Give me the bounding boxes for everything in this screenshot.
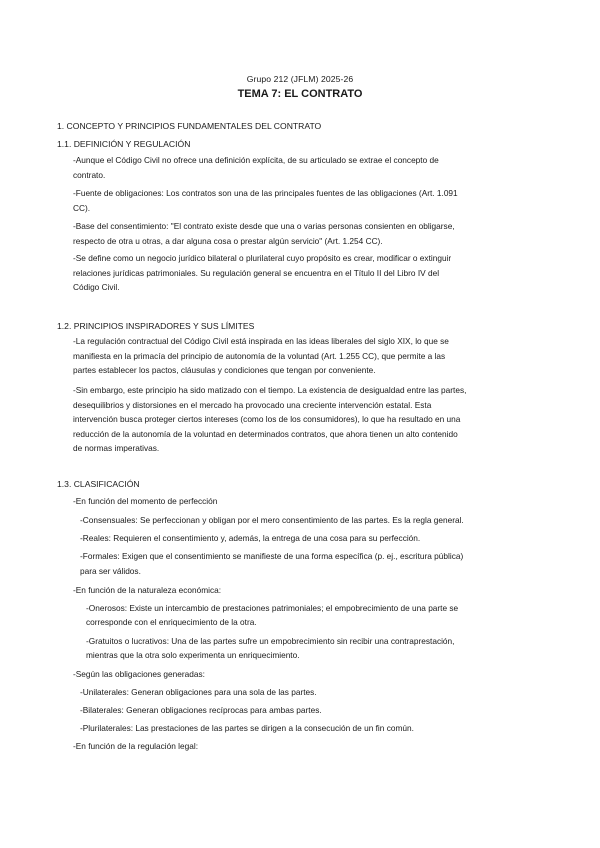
text-line: relaciones jurídicas patrimoniales. Su regulación general se encuentra en el Título II del Libro IV del: [73, 267, 440, 278]
text-line: manifiesta en la primacía del principio de autonomía de la voluntad (Art. 1.255 CC), que permite a las: [73, 350, 446, 361]
text-line: -Se define como un negocio jurídico bilateral o plurilateral cuyo propósito es crear, modificar o extinguir: [73, 253, 452, 263]
text-line: -La regulación contractual del Código Civil está inspirada en las ideas liberales del siglo XIX, lo que se: [73, 336, 449, 346]
section-heading-1: 1. CONCEPTO Y PRINCIPIOS FUNDAMENTALES DEL CONTRATO: [57, 121, 322, 131]
subsection-heading-1-3: 1.3. CLASIFICACIÓN: [57, 479, 140, 489]
text-line: -Aunque el Código Civil no ofrece una definición explícita, de su articulado se extrae el concepto de: [73, 155, 439, 165]
paragraph: [73, 251, 451, 295]
text-line: intervención busca proteger ciertos intereses (como los de los consumidores), lo que ha resultado en una: [73, 414, 461, 424]
paragraph: [73, 334, 449, 378]
list-item: corresponde con el enriquecimiento de la otra.: [86, 617, 257, 627]
page-title: TEMA 7: EL CONTRATO: [237, 88, 363, 100]
paragraph: [73, 153, 439, 182]
list-item: -Consensuales: Se perfeccionan y obligan por el mero consentimiento de las partes. Es la regla general.: [80, 515, 464, 525]
text-line: CC).: [73, 202, 91, 213]
list-item: -Según las obligaciones generadas:: [73, 669, 205, 679]
list-item: mientras que la otra solo experimenta un enriquecimiento.: [86, 650, 300, 660]
list-item: -En función de la regulación legal:: [73, 741, 198, 751]
text-line: -Fuente de obligaciones: Los contratos son una de las principales fuentes de las obligaciones (Art. 1.091: [73, 188, 458, 198]
list-item: para ser válidos.: [80, 566, 141, 576]
text-line: reducción de la autonomía de la voluntad en determinados contratos, que ahora tienen un alto contenido: [73, 428, 458, 439]
list-item: -Bilaterales: Generan obligaciones recíprocas para ambas partes.: [80, 705, 322, 715]
text-line: desequilibrios y distorsiones en el mercado ha provocado una creciente intervención estatal. Esta: [73, 399, 432, 410]
subsection-heading-1-2: 1.2. PRINCIPIOS INSPIRADORES Y SUS LÍMITES: [57, 321, 255, 331]
list-item: -Onerosos: Existe un intercambio de prestaciones patrimoniales; el empobrecimiento de una parte se: [86, 603, 459, 613]
paragraph: [73, 186, 458, 215]
list-item: -Reales: Requieren el consentimiento y, además, la entrega de una cosa para su perfección.: [80, 533, 421, 543]
text-line: Código Civil.: [73, 282, 120, 292]
text-line: de normas imperativas.: [73, 443, 160, 453]
text-line: -Sin embargo, este principio ha sido matizado con el tiempo. La existencia de desigualdad entre las partes,: [73, 385, 467, 395]
list-item: -Unilaterales: Generan obligaciones para una sola de las partes.: [80, 687, 317, 697]
group-label: Grupo 212 (JFLM) 2025-26: [246, 74, 354, 84]
text-line: -Base del consentimiento: "El contrato existe desde que una o varias personas consienten en obligarse,: [73, 221, 455, 231]
subsection-heading-1-1: 1.1. DEFINICIÓN Y REGULACIÓN: [57, 139, 191, 149]
text-line: contrato.: [73, 169, 106, 180]
text-line: respecto de otra u otras, a dar alguna cosa o prestar algún servicio" (Art. 1.254 CC).: [73, 235, 383, 246]
list-item: -Formales: Exigen que el consentimiento se manifieste de una forma específica (p. ej., escritura pública): [80, 551, 464, 561]
paragraph: [73, 219, 455, 248]
list-item: -Gratuitos o lucrativos: Una de las partes sufre un empobrecimiento sin recibir una contraprestación,: [86, 636, 455, 646]
paragraph: [73, 383, 466, 456]
list-item: -En función del momento de perfección: [73, 496, 218, 506]
list-item: -Plurilaterales: Las prestaciones de las partes se dirigen a la consecución de un fin común.: [80, 723, 414, 733]
list-item: -En función de la naturaleza económica:: [73, 585, 222, 595]
text-line: partes establecer los pactos, cláusulas y condiciones que tengan por conveniente.: [73, 365, 376, 375]
